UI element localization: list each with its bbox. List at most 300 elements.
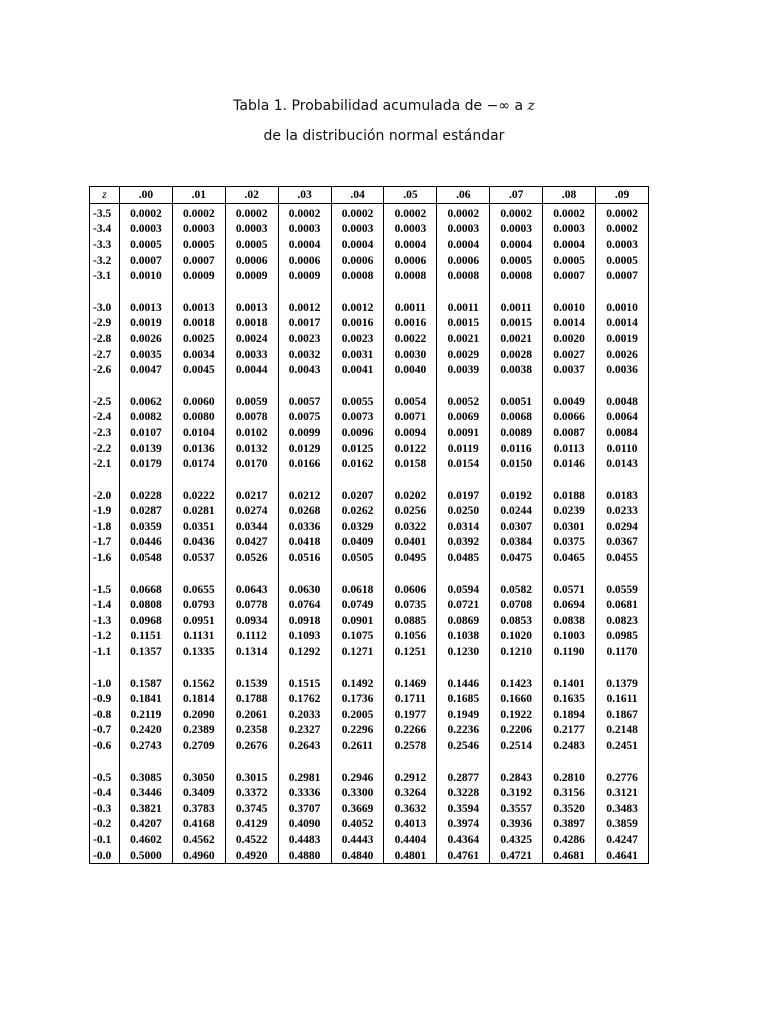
- probability-cell: 0.1401: [543, 676, 596, 692]
- z-value-cell: -1.0: [90, 676, 120, 692]
- probability-cell: 0.0885: [384, 613, 437, 629]
- table-row: [90, 832, 649, 848]
- probability-cell: 0.2578: [384, 738, 437, 754]
- spacer-cell: [172, 284, 225, 300]
- z-value-cell: -2.7: [90, 347, 120, 363]
- probability-cell: 0.0049: [543, 394, 596, 410]
- probability-cell: 0.0011: [437, 300, 490, 316]
- probability-cell: 0.3707: [278, 801, 331, 817]
- probability-cell: 0.4247: [596, 832, 649, 848]
- probability-cell: 0.0057: [278, 394, 331, 410]
- probability-cell: 0.0571: [543, 582, 596, 598]
- probability-cell: 0.1112: [225, 629, 278, 645]
- probability-cell: 0.2358: [225, 723, 278, 739]
- probability-cell: 0.0244: [490, 504, 543, 520]
- table-row: [90, 644, 649, 660]
- table-title-text: Tabla 1. Probabilidad acumulada de: [233, 98, 487, 114]
- probability-cell: 0.0013: [120, 300, 173, 316]
- column-header: .07: [490, 187, 543, 204]
- probability-cell: 0.0630: [278, 582, 331, 598]
- probability-cell: 0.2981: [278, 770, 331, 786]
- probability-cell: 0.0015: [490, 316, 543, 332]
- z-value-cell: -1.6: [90, 550, 120, 566]
- probability-cell: 0.1271: [331, 644, 384, 660]
- z-value-cell: -0.8: [90, 707, 120, 723]
- spacer-cell: [596, 660, 649, 676]
- probability-cell: 0.2327: [278, 723, 331, 739]
- z-table-header: [90, 187, 649, 204]
- probability-cell: 0.1562: [172, 676, 225, 692]
- z-value-cell: -1.1: [90, 644, 120, 660]
- z-value-cell: -0.1: [90, 832, 120, 848]
- probability-cell: 0.0004: [278, 237, 331, 253]
- spacer-cell: [384, 660, 437, 676]
- probability-cell: 0.0006: [225, 253, 278, 269]
- probability-cell: 0.0084: [596, 425, 649, 441]
- spacer-cell: [225, 472, 278, 488]
- probability-cell: 0.0322: [384, 519, 437, 535]
- probability-cell: 0.4168: [172, 817, 225, 833]
- table-row: [90, 629, 649, 645]
- probability-cell: 0.0052: [437, 394, 490, 410]
- probability-cell: 0.0036: [596, 362, 649, 378]
- table-row: [90, 613, 649, 629]
- table-row: [90, 770, 649, 786]
- probability-cell: 0.1151: [120, 629, 173, 645]
- z-value-cell: -3.1: [90, 268, 120, 284]
- spacer-cell: [437, 660, 490, 676]
- probability-cell: 0.0446: [120, 535, 173, 551]
- spacer-cell: [490, 754, 543, 770]
- probability-cell: 0.0099: [278, 425, 331, 441]
- probability-cell: 0.3085: [120, 770, 173, 786]
- probability-cell: 0.1056: [384, 629, 437, 645]
- probability-cell: 0.0170: [225, 456, 278, 472]
- probability-cell: 0.0537: [172, 550, 225, 566]
- probability-cell: 0.3897: [543, 817, 596, 833]
- spacer-cell: [278, 660, 331, 676]
- probability-cell: 0.0222: [172, 488, 225, 504]
- probability-cell: 0.0262: [331, 504, 384, 520]
- probability-cell: 0.3821: [120, 801, 173, 817]
- table-row: [90, 331, 649, 347]
- probability-cell: 0.4880: [278, 848, 331, 864]
- probability-cell: 0.0485: [437, 550, 490, 566]
- probability-cell: 0.0060: [172, 394, 225, 410]
- probability-cell: 0.3483: [596, 801, 649, 817]
- table-row: [90, 410, 649, 426]
- probability-cell: 0.0080: [172, 410, 225, 426]
- probability-cell: 0.0012: [278, 300, 331, 316]
- probability-cell: 0.0559: [596, 582, 649, 598]
- probability-cell: 0.2296: [331, 723, 384, 739]
- probability-cell: 0.0019: [120, 316, 173, 332]
- probability-cell: 0.2033: [278, 707, 331, 723]
- probability-cell: 0.3372: [225, 785, 278, 801]
- probability-cell: 0.0068: [490, 410, 543, 426]
- probability-cell: 0.0032: [278, 347, 331, 363]
- probability-cell: 0.0004: [384, 237, 437, 253]
- z-value-cell: -3.4: [90, 222, 120, 238]
- probability-cell: 0.1660: [490, 691, 543, 707]
- probability-cell: 0.2061: [225, 707, 278, 723]
- probability-cell: 0.0020: [543, 331, 596, 347]
- probability-cell: 0.0073: [331, 410, 384, 426]
- z-value-cell: -0.3: [90, 801, 120, 817]
- probability-cell: 0.0012: [331, 300, 384, 316]
- z-value-cell: -2.4: [90, 410, 120, 426]
- probability-cell: 0.0087: [543, 425, 596, 441]
- probability-cell: 0.0006: [384, 253, 437, 269]
- probability-cell: 0.0901: [331, 613, 384, 629]
- spacer-cell: [543, 284, 596, 300]
- probability-cell: 0.4681: [543, 848, 596, 864]
- probability-cell: 0.0239: [543, 504, 596, 520]
- probability-cell: 0.0009: [278, 268, 331, 284]
- table-row: [90, 801, 649, 817]
- probability-cell: 0.0004: [437, 237, 490, 253]
- probability-cell: 0.0082: [120, 410, 173, 426]
- probability-cell: 0.0853: [490, 613, 543, 629]
- probability-cell: 0.0010: [120, 268, 173, 284]
- probability-cell: 0.4602: [120, 832, 173, 848]
- probability-cell: 0.0869: [437, 613, 490, 629]
- group-spacer: [90, 472, 649, 488]
- spacer-cell: [225, 754, 278, 770]
- spacer-cell: [120, 754, 173, 770]
- probability-cell: 0.4090: [278, 817, 331, 833]
- probability-cell: 0.0033: [225, 347, 278, 363]
- probability-cell: 0.0014: [543, 316, 596, 332]
- probability-cell: 0.0041: [331, 362, 384, 378]
- probability-cell: 0.0025: [172, 331, 225, 347]
- probability-cell: 0.0002: [490, 204, 543, 222]
- probability-cell: 0.0708: [490, 597, 543, 613]
- table-row: [90, 723, 649, 739]
- probability-cell: 0.0011: [384, 300, 437, 316]
- probability-cell: 0.2451: [596, 738, 649, 754]
- probability-cell: 0.0301: [543, 519, 596, 535]
- spacer-cell: [225, 660, 278, 676]
- probability-cell: 0.0026: [596, 347, 649, 363]
- probability-cell: 0.0016: [331, 316, 384, 332]
- table-row: [90, 300, 649, 316]
- probability-cell: 0.0384: [490, 535, 543, 551]
- group-spacer: [90, 660, 649, 676]
- probability-cell: 0.0009: [172, 268, 225, 284]
- probability-cell: 0.0838: [543, 613, 596, 629]
- z-value-cell: -2.3: [90, 425, 120, 441]
- probability-cell: 0.0039: [437, 362, 490, 378]
- table-row: [90, 676, 649, 692]
- probability-cell: 0.4404: [384, 832, 437, 848]
- spacer-cell: [172, 566, 225, 582]
- spacer-cell: [596, 472, 649, 488]
- z-value-cell: -0.7: [90, 723, 120, 739]
- z-value-cell: -1.5: [90, 582, 120, 598]
- probability-cell: 0.0013: [225, 300, 278, 316]
- probability-cell: 0.0606: [384, 582, 437, 598]
- probability-cell: 0.0005: [225, 237, 278, 253]
- probability-cell: 0.0618: [331, 582, 384, 598]
- table-row: [90, 848, 649, 864]
- probability-cell: 0.0022: [384, 331, 437, 347]
- probability-cell: 0.0154: [437, 456, 490, 472]
- probability-cell: 0.0004: [490, 237, 543, 253]
- spacer-cell: [172, 378, 225, 394]
- spacer-cell: [437, 754, 490, 770]
- probability-cell: 0.4562: [172, 832, 225, 848]
- spacer-cell: [384, 284, 437, 300]
- probability-cell: 0.0174: [172, 456, 225, 472]
- probability-cell: 0.0197: [437, 488, 490, 504]
- probability-cell: 0.1922: [490, 707, 543, 723]
- probability-cell: 0.3974: [437, 817, 490, 833]
- probability-cell: 0.0008: [437, 268, 490, 284]
- z-value-cell: -3.2: [90, 253, 120, 269]
- probability-cell: 0.0951: [172, 613, 225, 629]
- spacer-cell: [172, 754, 225, 770]
- probability-cell: 0.0307: [490, 519, 543, 535]
- probability-cell: 0.3594: [437, 801, 490, 817]
- column-header: .03: [278, 187, 331, 204]
- probability-cell: 0.4443: [331, 832, 384, 848]
- z-value-cell: -3.3: [90, 237, 120, 253]
- spacer-cell: [543, 378, 596, 394]
- probability-cell: 0.2709: [172, 738, 225, 754]
- probability-cell: 0.0207: [331, 488, 384, 504]
- probability-cell: 0.0409: [331, 535, 384, 551]
- probability-cell: 0.0003: [490, 222, 543, 238]
- spacer-cell: [120, 378, 173, 394]
- spacer-cell: [543, 660, 596, 676]
- probability-cell: 0.0071: [384, 410, 437, 426]
- probability-cell: 0.2206: [490, 723, 543, 739]
- minus-infinity-symbol: −∞: [486, 98, 510, 114]
- spacer-cell: [120, 660, 173, 676]
- spacer-cell: [331, 472, 384, 488]
- table-row: [90, 441, 649, 457]
- z-value-cell: -0.4: [90, 785, 120, 801]
- z-value-cell: -0.2: [90, 817, 120, 833]
- probability-cell: 0.0104: [172, 425, 225, 441]
- probability-cell: 0.2389: [172, 723, 225, 739]
- probability-cell: 0.1190: [543, 644, 596, 660]
- header-row: [90, 187, 649, 204]
- probability-cell: 0.0002: [437, 204, 490, 222]
- probability-cell: 0.0749: [331, 597, 384, 613]
- column-header: .01: [172, 187, 225, 204]
- spacer-cell: [225, 284, 278, 300]
- probability-cell: 0.0136: [172, 441, 225, 457]
- probability-cell: 0.0091: [437, 425, 490, 441]
- spacer-cell: [490, 660, 543, 676]
- table-row: [90, 519, 649, 535]
- probability-cell: 0.0336: [278, 519, 331, 535]
- spacer-cell: [331, 284, 384, 300]
- probability-cell: 0.0007: [120, 253, 173, 269]
- z-value-cell: -2.9: [90, 316, 120, 332]
- probability-cell: 0.0375: [543, 535, 596, 551]
- spacer-cell: [543, 754, 596, 770]
- probability-cell: 0.1711: [384, 691, 437, 707]
- probability-cell: 0.3409: [172, 785, 225, 801]
- probability-cell: 0.2676: [225, 738, 278, 754]
- probability-cell: 0.3859: [596, 817, 649, 833]
- z-value-cell: -3.0: [90, 300, 120, 316]
- probability-cell: 0.0401: [384, 535, 437, 551]
- probability-cell: 0.0002: [543, 204, 596, 222]
- probability-cell: 0.0005: [172, 237, 225, 253]
- z-value-cell: -2.5: [90, 394, 120, 410]
- probability-cell: 0.0013: [172, 300, 225, 316]
- probability-cell: 0.0495: [384, 550, 437, 566]
- z-value-cell: -2.0: [90, 488, 120, 504]
- probability-cell: 0.0009: [225, 268, 278, 284]
- probability-cell: 0.3936: [490, 817, 543, 833]
- probability-cell: 0.0078: [225, 410, 278, 426]
- z-value-cell: -1.8: [90, 519, 120, 535]
- probability-cell: 0.0069: [437, 410, 490, 426]
- probability-cell: 0.0681: [596, 597, 649, 613]
- probability-cell: 0.1635: [543, 691, 596, 707]
- probability-cell: 0.0094: [384, 425, 437, 441]
- probability-cell: 0.0129: [278, 441, 331, 457]
- probability-cell: 0.1762: [278, 691, 331, 707]
- table-title: [0, 98, 768, 114]
- probability-cell: 0.0778: [225, 597, 278, 613]
- probability-cell: 0.0281: [172, 504, 225, 520]
- probability-cell: 0.0985: [596, 629, 649, 645]
- probability-cell: 0.1685: [437, 691, 490, 707]
- probability-cell: 0.0002: [596, 204, 649, 222]
- probability-cell: 0.0005: [120, 237, 173, 253]
- probability-cell: 0.1587: [120, 676, 173, 692]
- column-header: .05: [384, 187, 437, 204]
- probability-cell: 0.0132: [225, 441, 278, 457]
- probability-cell: 0.2177: [543, 723, 596, 739]
- probability-cell: 0.0655: [172, 582, 225, 598]
- probability-cell: 0.1788: [225, 691, 278, 707]
- probability-cell: 0.0110: [596, 441, 649, 457]
- probability-cell: 0.2266: [384, 723, 437, 739]
- probability-cell: 0.4052: [331, 817, 384, 833]
- spacer-cell: [384, 566, 437, 582]
- probability-cell: 0.0051: [490, 394, 543, 410]
- probability-cell: 0.0166: [278, 456, 331, 472]
- probability-cell: 0.2090: [172, 707, 225, 723]
- table-row: [90, 535, 649, 551]
- probability-cell: 0.0019: [596, 331, 649, 347]
- probability-cell: 0.0475: [490, 550, 543, 566]
- probability-cell: 0.0003: [437, 222, 490, 238]
- z-table: [89, 186, 649, 864]
- z-value-cell: -1.9: [90, 504, 120, 520]
- probability-cell: 0.0064: [596, 410, 649, 426]
- probability-cell: 0.0075: [278, 410, 331, 426]
- probability-cell: 0.0003: [225, 222, 278, 238]
- table-row: [90, 456, 649, 472]
- probability-cell: 0.1814: [172, 691, 225, 707]
- probability-cell: 0.0233: [596, 504, 649, 520]
- probability-cell: 0.0005: [596, 253, 649, 269]
- spacer-cell: [278, 566, 331, 582]
- probability-cell: 0.0188: [543, 488, 596, 504]
- probability-cell: 0.0107: [120, 425, 173, 441]
- probability-cell: 0.4641: [596, 848, 649, 864]
- probability-cell: 0.0030: [384, 347, 437, 363]
- spacer-cell: [90, 754, 120, 770]
- probability-cell: 0.0516: [278, 550, 331, 566]
- probability-cell: 0.0035: [120, 347, 173, 363]
- probability-cell: 0.0465: [543, 550, 596, 566]
- probability-cell: 0.0735: [384, 597, 437, 613]
- spacer-cell: [437, 284, 490, 300]
- probability-cell: 0.0526: [225, 550, 278, 566]
- probability-cell: 0.3745: [225, 801, 278, 817]
- probability-cell: 0.0096: [331, 425, 384, 441]
- probability-cell: 0.0436: [172, 535, 225, 551]
- spacer-cell: [490, 378, 543, 394]
- z-value-cell: -1.4: [90, 597, 120, 613]
- probability-cell: 0.0007: [543, 268, 596, 284]
- group-spacer: [90, 284, 649, 300]
- spacer-cell: [90, 284, 120, 300]
- spacer-cell: [331, 566, 384, 582]
- spacer-cell: [90, 660, 120, 676]
- probability-cell: 0.2483: [543, 738, 596, 754]
- spacer-cell: [225, 378, 278, 394]
- group-spacer: [90, 378, 649, 394]
- probability-cell: 0.1292: [278, 644, 331, 660]
- probability-cell: 0.0505: [331, 550, 384, 566]
- probability-cell: 0.0002: [596, 222, 649, 238]
- spacer-cell: [120, 566, 173, 582]
- table-row: [90, 204, 649, 222]
- z-value-cell: -1.7: [90, 535, 120, 551]
- probability-cell: 0.1539: [225, 676, 278, 692]
- probability-cell: 0.2946: [331, 770, 384, 786]
- probability-cell: 0.1469: [384, 676, 437, 692]
- probability-cell: 0.1170: [596, 644, 649, 660]
- probability-cell: 0.0003: [543, 222, 596, 238]
- probability-cell: 0.3264: [384, 785, 437, 801]
- probability-cell: 0.0003: [120, 222, 173, 238]
- column-header: .08: [543, 187, 596, 204]
- probability-cell: 0.3228: [437, 785, 490, 801]
- probability-cell: 0.0125: [331, 441, 384, 457]
- probability-cell: 0.2119: [120, 707, 173, 723]
- probability-cell: 0.4483: [278, 832, 331, 848]
- probability-cell: 0.0004: [331, 237, 384, 253]
- table-title-mid: a: [510, 98, 528, 114]
- probability-cell: 0.0392: [437, 535, 490, 551]
- probability-cell: 0.0008: [331, 268, 384, 284]
- probability-cell: 0.0026: [120, 331, 173, 347]
- spacer-cell: [278, 284, 331, 300]
- probability-cell: 0.5000: [120, 848, 173, 864]
- probability-cell: 0.0918: [278, 613, 331, 629]
- probability-cell: 0.0018: [172, 316, 225, 332]
- probability-cell: 0.3192: [490, 785, 543, 801]
- table-row: [90, 785, 649, 801]
- table-row: [90, 597, 649, 613]
- probability-cell: 0.1093: [278, 629, 331, 645]
- probability-cell: 0.4286: [543, 832, 596, 848]
- spacer-cell: [120, 472, 173, 488]
- probability-cell: 0.3446: [120, 785, 173, 801]
- probability-cell: 0.0968: [120, 613, 173, 629]
